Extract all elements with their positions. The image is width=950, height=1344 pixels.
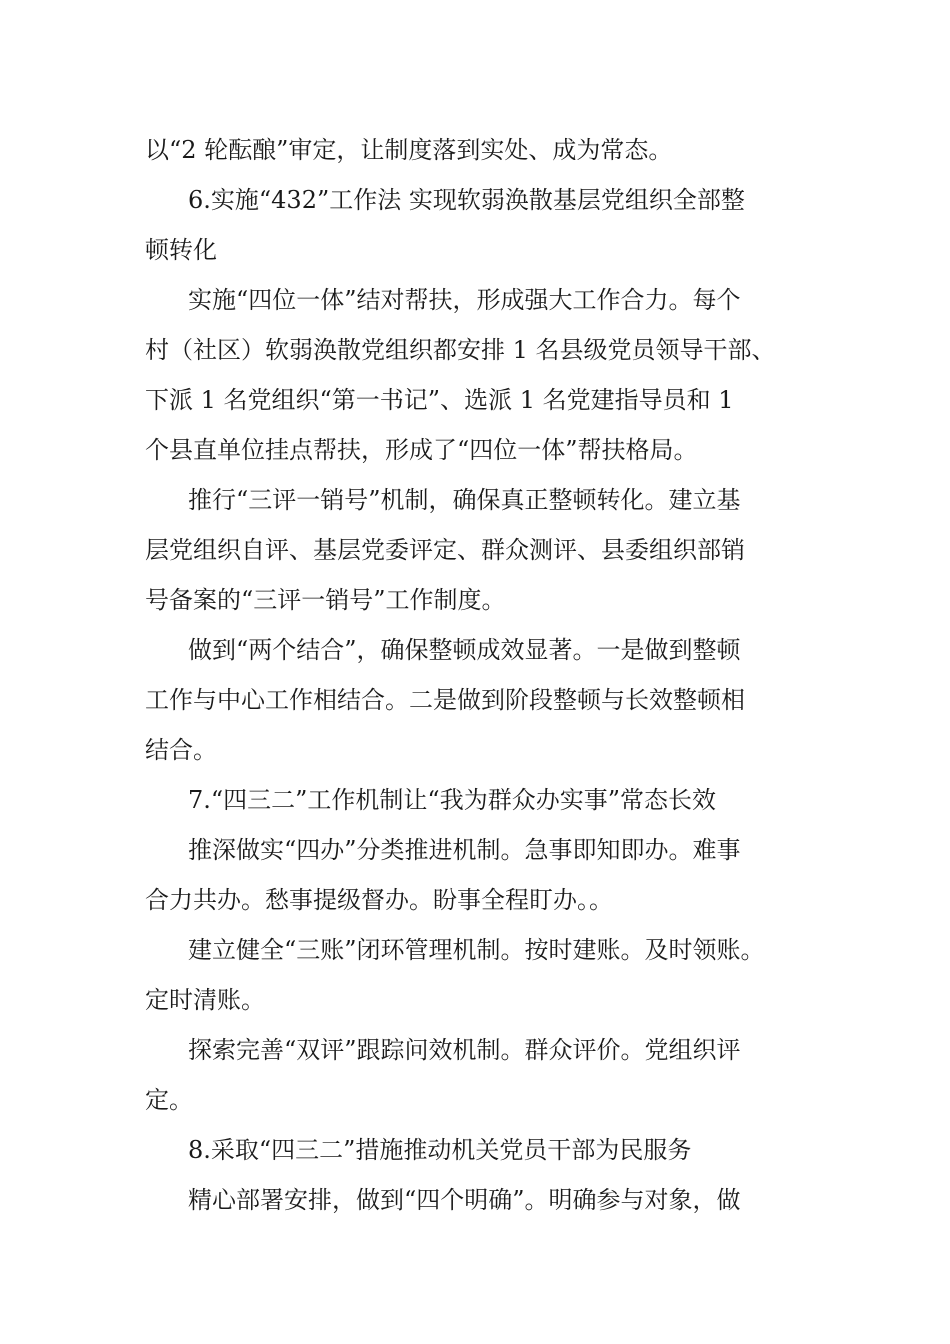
text-line: 以“2 轮酝酿”审定，让制度落到实处、成为常态。 — [145, 136, 673, 164]
text-line: 号备案的“三评一销号”工作制度。 — [145, 586, 506, 614]
text-line: 下派 1 名党组织“第一书记”、选派 1 名党建指导员和 1 — [145, 386, 734, 414]
text-line: 定时清账。 — [145, 986, 265, 1014]
text-line: 推行“三评一销号”机制，确保真正整顿转化。建立基 — [188, 486, 741, 514]
text-line: 精心部署安排，做到“四个明确”。明确参与对象，做 — [188, 1186, 741, 1214]
text-line: 工作与中心工作相结合。二是做到阶段整顿与长效整顿相 — [145, 686, 745, 714]
section-heading-8: 8.采取“四三二”措施推动机关党员干部为民服务 — [188, 1136, 692, 1164]
section-heading-7: 7.“四三二”工作机制让“我为群众办实事”常态长效 — [188, 786, 716, 814]
text-line: 合力共办。愁事提级督办。盼事全程盯办。。 — [145, 886, 613, 914]
text-line: 推深做实“四办”分类推进机制。急事即知即办。难事 — [188, 836, 741, 864]
text-line: 个县直单位挂点帮扶，形成了“四位一体”帮扶格局。 — [145, 436, 698, 464]
text-line: 村（社区）软弱涣散党组织都安排 1 名县级党员领导干部、 — [145, 336, 776, 364]
section-heading-6: 6.实施“432”工作法 实现软弱涣散基层党组织全部整 — [188, 186, 745, 214]
text-line: 实施“四位一体”结对帮扶，形成强大工作合力。每个 — [188, 286, 741, 314]
text-line: 层党组织自评、基层党委评定、群众测评、县委组织部销 — [145, 536, 745, 564]
text-line: 建立健全“三账”闭环管理机制。按时建账。及时领账。 — [188, 936, 765, 964]
text-line: 做到“两个结合”，确保整顿成效显著。一是做到整顿 — [188, 636, 741, 664]
text-line: 结合。 — [145, 736, 217, 764]
text-line: 探索完善“双评”跟踪问效机制。群众评价。党组织评 — [188, 1036, 741, 1064]
section-heading-6-cont: 顿转化 — [145, 236, 217, 264]
text-line: 定。 — [145, 1086, 193, 1114]
